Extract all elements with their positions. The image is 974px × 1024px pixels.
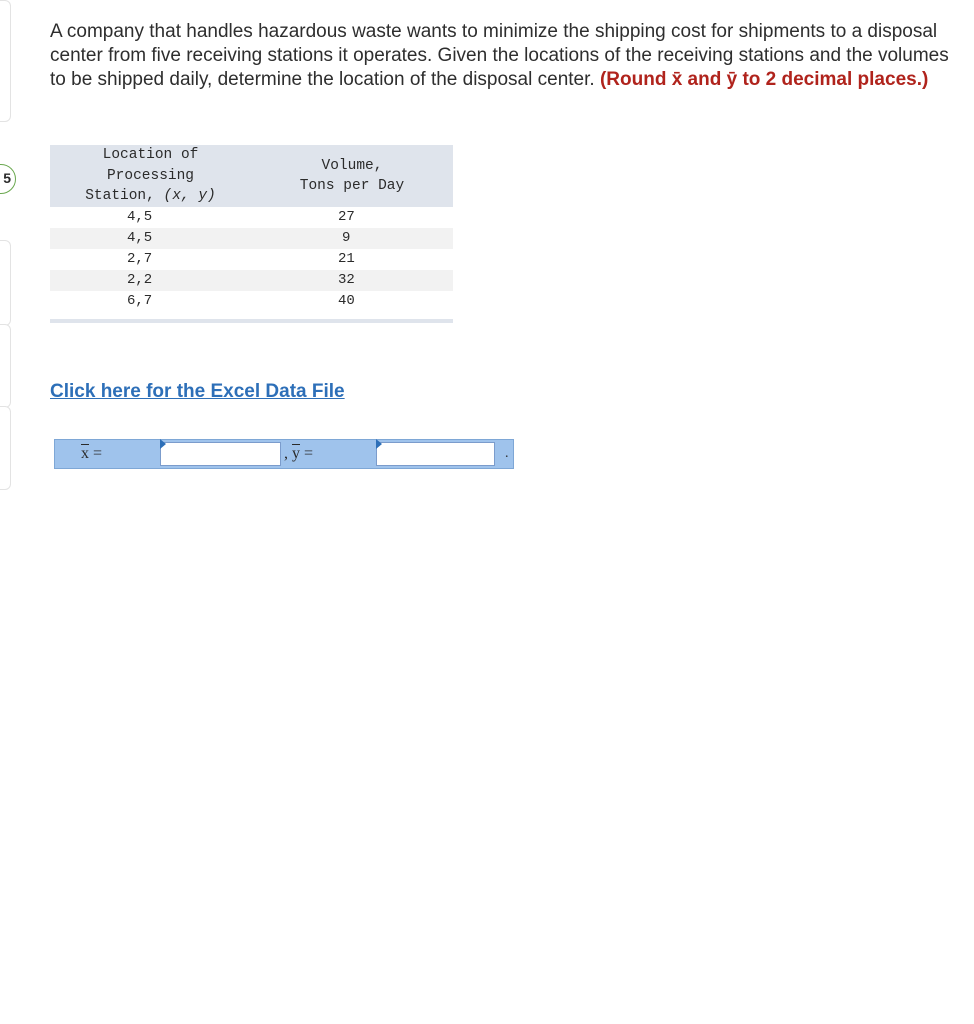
station-data-table (50, 145, 453, 312)
location-cell: 4,5 (50, 228, 251, 249)
table-row (50, 207, 453, 228)
table-row (50, 270, 453, 291)
volume-cell: 40 (338, 293, 355, 309)
location-column-header: Location of Processing Station, (x, y) (50, 145, 251, 207)
question-body: A company that handles hazardous waste wants to minimize the shipping cost for shipments to a disposal center from five receiving stations it operates. Given the locations of the receiving stations and the volumes to be shipped daily, determine the location of the disposal center. (50, 21, 949, 90)
rounding-hint: (Round x̄ and ȳ to 2 decimal places.) (599, 69, 929, 90)
question-text (50, 20, 950, 92)
x-bar-label: $\overline{x}$ = (81, 445, 103, 462)
input-marker-icon (376, 439, 382, 449)
location-cell: 6,7 (127, 293, 153, 309)
location-cell: 4,5 (127, 209, 153, 225)
volume-column-header: Volume, Tons per Day (251, 145, 453, 207)
x-bar-input[interactable] (160, 442, 281, 466)
location-cell: 2,2 (50, 270, 251, 291)
answer-row (54, 439, 514, 469)
y-bar-label: , $\overline{y}$ = (284, 445, 314, 462)
nav-panel-edge (0, 406, 11, 490)
input-marker-icon (160, 439, 166, 449)
table-row (50, 249, 453, 270)
nav-panel-edge (0, 240, 11, 326)
question-number-badge[interactable]: 5 (0, 164, 16, 194)
volume-cell: 9 (251, 228, 453, 249)
excel-data-file-link[interactable]: Click here for the Excel Data File (50, 381, 345, 402)
nav-panel-edge (0, 324, 11, 408)
location-cell: 2,7 (127, 251, 153, 267)
trailing-period: . (505, 446, 509, 461)
volume-cell: 27 (338, 209, 355, 225)
volume-cell: 21 (338, 251, 355, 267)
volume-cell: 32 (251, 270, 453, 291)
table-row (50, 228, 453, 249)
table-bottom-border (50, 319, 453, 323)
y-bar-input[interactable] (376, 442, 495, 466)
table-row (50, 291, 453, 312)
nav-panel-edge (0, 0, 11, 122)
